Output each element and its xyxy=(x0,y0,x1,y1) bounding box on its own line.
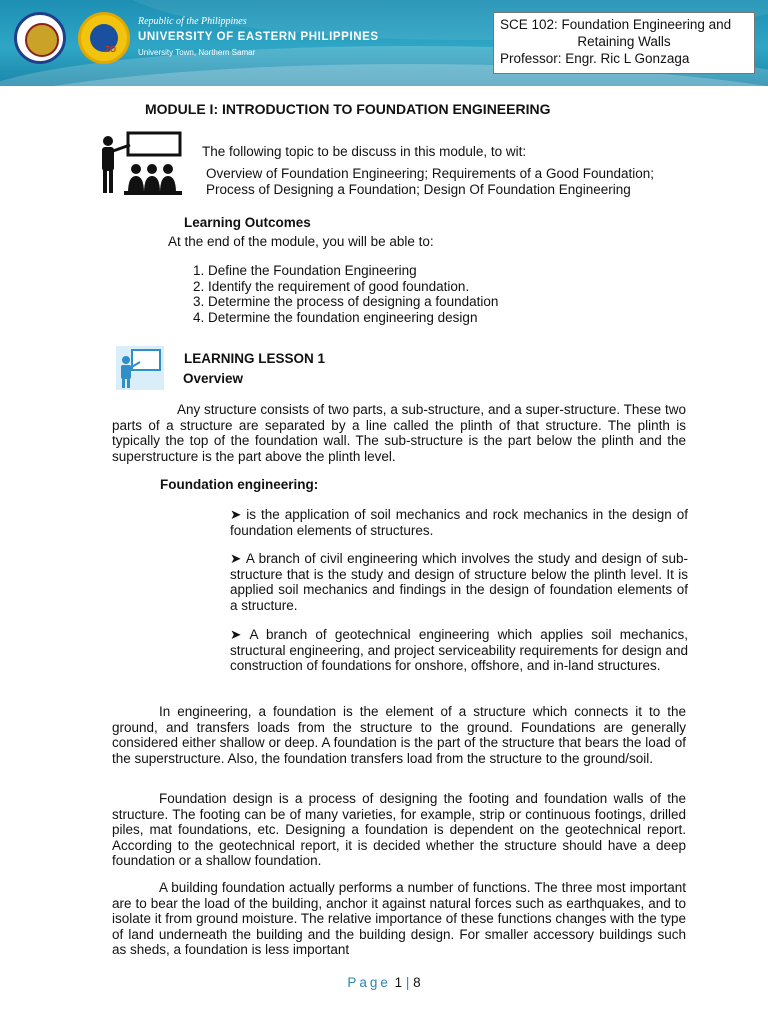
arrow-bullet-icon: ➤ xyxy=(230,627,250,642)
definition-bullet xyxy=(230,507,688,538)
bullet-text: A branch of geotechnical engineering which applies soil mechanics, structural engineering, and project serviceability requirements for design and construction of foundations for onshore, offshore, and in-land structures. xyxy=(230,627,688,673)
arrow-bullet-icon: ➤ xyxy=(230,551,246,566)
college-seal-text: ZO xyxy=(105,45,117,54)
lesson-title: LEARNING LESSON 1 xyxy=(184,351,326,366)
module-intro: The following topic to be discuss in this module, to wit: xyxy=(202,144,527,159)
course-title-cont: Retaining Walls xyxy=(577,34,671,49)
definition-bullet xyxy=(230,551,688,613)
university-name: UNIVERSITY OF EASTERN PHILIPPINES xyxy=(138,31,379,43)
topics-line: Overview of Foundation Engineering; Requirements of a Good Foundation; xyxy=(206,166,655,181)
module-title: MODULE I: INTRODUCTION TO FOUNDATION ENGINEERING xyxy=(145,101,551,117)
classroom-teacher-icon xyxy=(100,131,184,197)
professor-name: Professor: Engr. Ric L Gonzaga xyxy=(500,51,690,66)
republic-text: Republic of the Philippines xyxy=(138,16,247,27)
page-label: Page xyxy=(347,975,391,990)
page-total: 8 xyxy=(413,975,421,990)
learning-outcomes-intro: At the end of the module, you will be able to: xyxy=(168,234,434,249)
definition-bullet xyxy=(230,627,688,674)
university-town: University Town, Northern Samar xyxy=(138,48,256,57)
arrow-bullet-icon: ➤ xyxy=(230,507,247,522)
bullet-text: is the application of soil mechanics and rock mechanics in the design of foundation elements of structures. xyxy=(230,507,689,538)
paragraph: In engineering, a foundation is the element of a structure which connects it to the ground, and transfers loads from the structure to the ground. Foundations are generally considered either shallow or deep. A foundation is the part of the structure that bears the load of the superstructure. Also, the foundation transfers load from the structure to the ground/soil. xyxy=(112,704,686,766)
list-item: 2. Identify the requirement of good foundation. xyxy=(193,278,470,294)
learning-outcomes-title: Learning Outcomes xyxy=(184,215,311,230)
list-item: 1. Define the Foundation Engineering xyxy=(193,263,417,278)
lesson-subtitle: Overview xyxy=(183,371,244,386)
page-current: 1 xyxy=(394,975,403,990)
list-item: 3. Determine the process of designing a foundation xyxy=(193,294,499,309)
lesson-presentation-icon xyxy=(116,346,164,390)
bullet-text: A branch of civil engineering which involves the study and design of sub-structure that is the study and design of structure below the plinth level. It is applied soil mechanics and findings in the design of foundation elements of a structure. xyxy=(230,551,688,613)
list-item: 4. Determine the foundation engineering design xyxy=(193,309,478,325)
module-topics xyxy=(206,166,654,198)
page-separator: | xyxy=(402,975,414,990)
course-info-box xyxy=(493,12,755,74)
paragraph: A building foundation actually performs a number of functions. The three most important are to bear the load of the building, anchor it against natural forces such as earthquakes, and to isolate it from ground moisture. The relative importance of these functions changes with the type of land underneath the building and the building design. For smaller accessory buildings such as sheds, a foundation is less important xyxy=(112,880,686,957)
learning-outcomes-list xyxy=(193,263,498,325)
topics-line: Process of Designing a Foundation; Design Of Foundation Engineering xyxy=(206,182,631,197)
page-footer xyxy=(0,975,768,990)
course-code-title: SCE 102: Foundation Engineering and xyxy=(500,17,732,32)
paragraph: Any structure consists of two parts, a sub-structure, and a super-structure. These two parts of a structure are separated by a line called the plinth of that structure. The plinth is typically the top of the foundation wall. The sub-structure is the part below the plinth and the superstructure is the part above the plinth level. xyxy=(112,402,686,464)
university-seal-icon xyxy=(14,12,66,64)
paragraph: Foundation design is a process of designing the footing and foundation walls of the structure. The footing can be of many varieties, for example, strip or continuous footings, drilled piles, mat foundations, etc. Designing a foundation is dependent on the geotechnical report. According to the geotechnical report, it is decided whether the structure should have a deep foundation or a shallow foundation. xyxy=(112,791,686,868)
college-seal-icon xyxy=(78,12,130,64)
foundation-engineering-label: Foundation engineering: xyxy=(160,477,319,492)
